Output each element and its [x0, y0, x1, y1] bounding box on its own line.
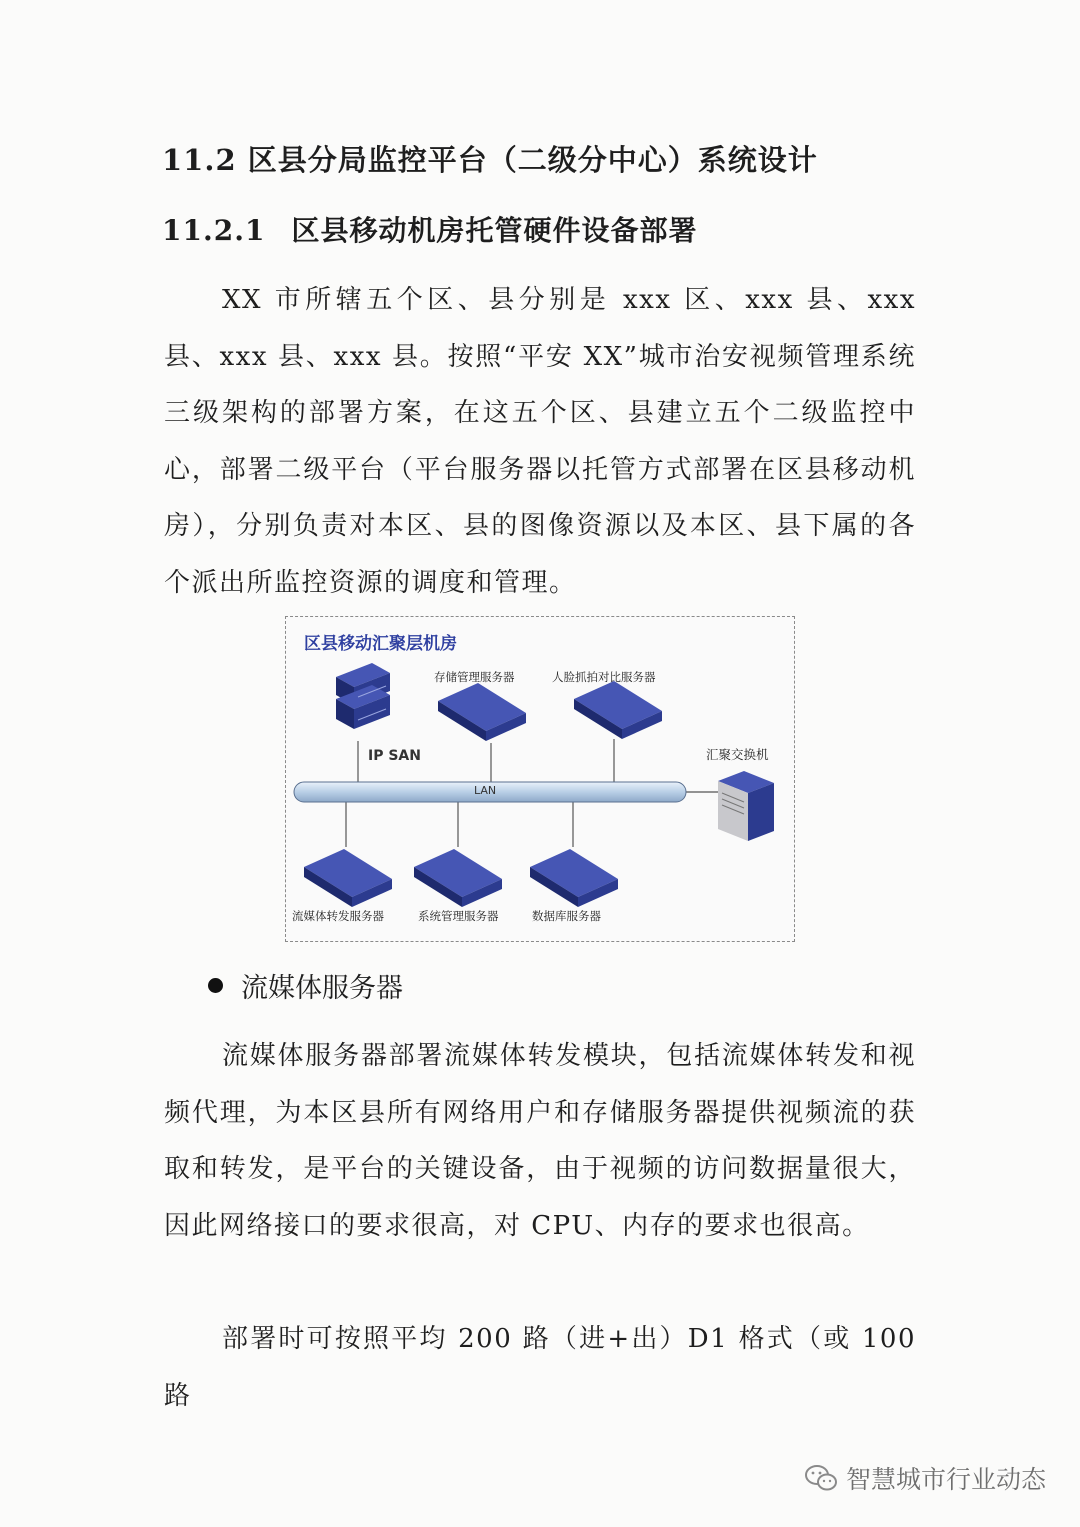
- label-switch: 汇聚交换机: [706, 747, 769, 762]
- bullet-text: 流媒体服务器: [241, 973, 403, 1004]
- subsection-title: 区县移动机房托管硬件设备部署: [291, 214, 698, 247]
- face-compare-server-icon: [574, 681, 662, 739]
- aggregation-switch-icon: [718, 771, 774, 841]
- label-system-mgmt: 系统管理服务器: [418, 909, 499, 923]
- wechat-icon: [804, 1463, 838, 1493]
- diagram-title: 区县移动汇聚层机房: [304, 634, 457, 654]
- ip-san-storage-icon: [336, 663, 390, 729]
- watermark: [804, 1460, 1046, 1496]
- label-stream-forward: 流媒体转发服务器: [292, 909, 384, 923]
- paragraph-streaming: 流媒体服务器部署流媒体转发模块，包括流媒体转发和视频代理，为本区县所有网络用户和存储服务器提供视频流的获取和转发，是平台的关键设备，由于视频的访问数据量很大，因此网络接口的要求很高，对 CPU、内存的要求也很高。: [164, 1041, 916, 1241]
- diagram-graphics: [286, 617, 796, 943]
- database-server-icon: [530, 849, 618, 907]
- label-face-compare: 人脸抓拍对比服务器: [552, 670, 656, 684]
- section-heading: 11.2 区县分局监控平台（二级分中心）系统设计: [162, 143, 818, 177]
- subsection-number: 11.2.1: [162, 214, 266, 247]
- label-database: 数据库服务器: [532, 909, 601, 923]
- system-mgmt-server-icon: [414, 849, 502, 907]
- label-lan: LAN: [474, 784, 497, 797]
- stream-forward-server-icon: [304, 849, 392, 907]
- bullet-dot-icon: [208, 978, 223, 993]
- label-storage-mgmt: 存储管理服务器: [434, 670, 515, 684]
- paragraph-intro: XX 市所辖五个区、县分别是 xxx 区、xxx 县、xxx 县、xxx 县、xxx 县。按照“平安 XX”城市治安视频管理系统三级架构的部署方案，在这五个区、县建立五个二级监控中心，部署二级平台（平台服务器以托管方式部署在区县移动机房），分别负责对本区、县的图像资源以及本区、县下属的各个派出所监控资源的调度和管理。: [164, 285, 916, 598]
- network-diagram: [285, 616, 795, 942]
- label-ip-san: IP SAN: [368, 748, 421, 764]
- watermark-text: 智慧城市行业动态: [845, 1465, 1046, 1494]
- storage-mgmt-server-icon: [438, 683, 526, 741]
- bullet-item: [208, 966, 403, 1005]
- subsection-heading: [162, 209, 697, 249]
- paragraph-deployment: 部署时可按照平均 200 路（进+出）D1 格式（或 100 路: [164, 1324, 916, 1411]
